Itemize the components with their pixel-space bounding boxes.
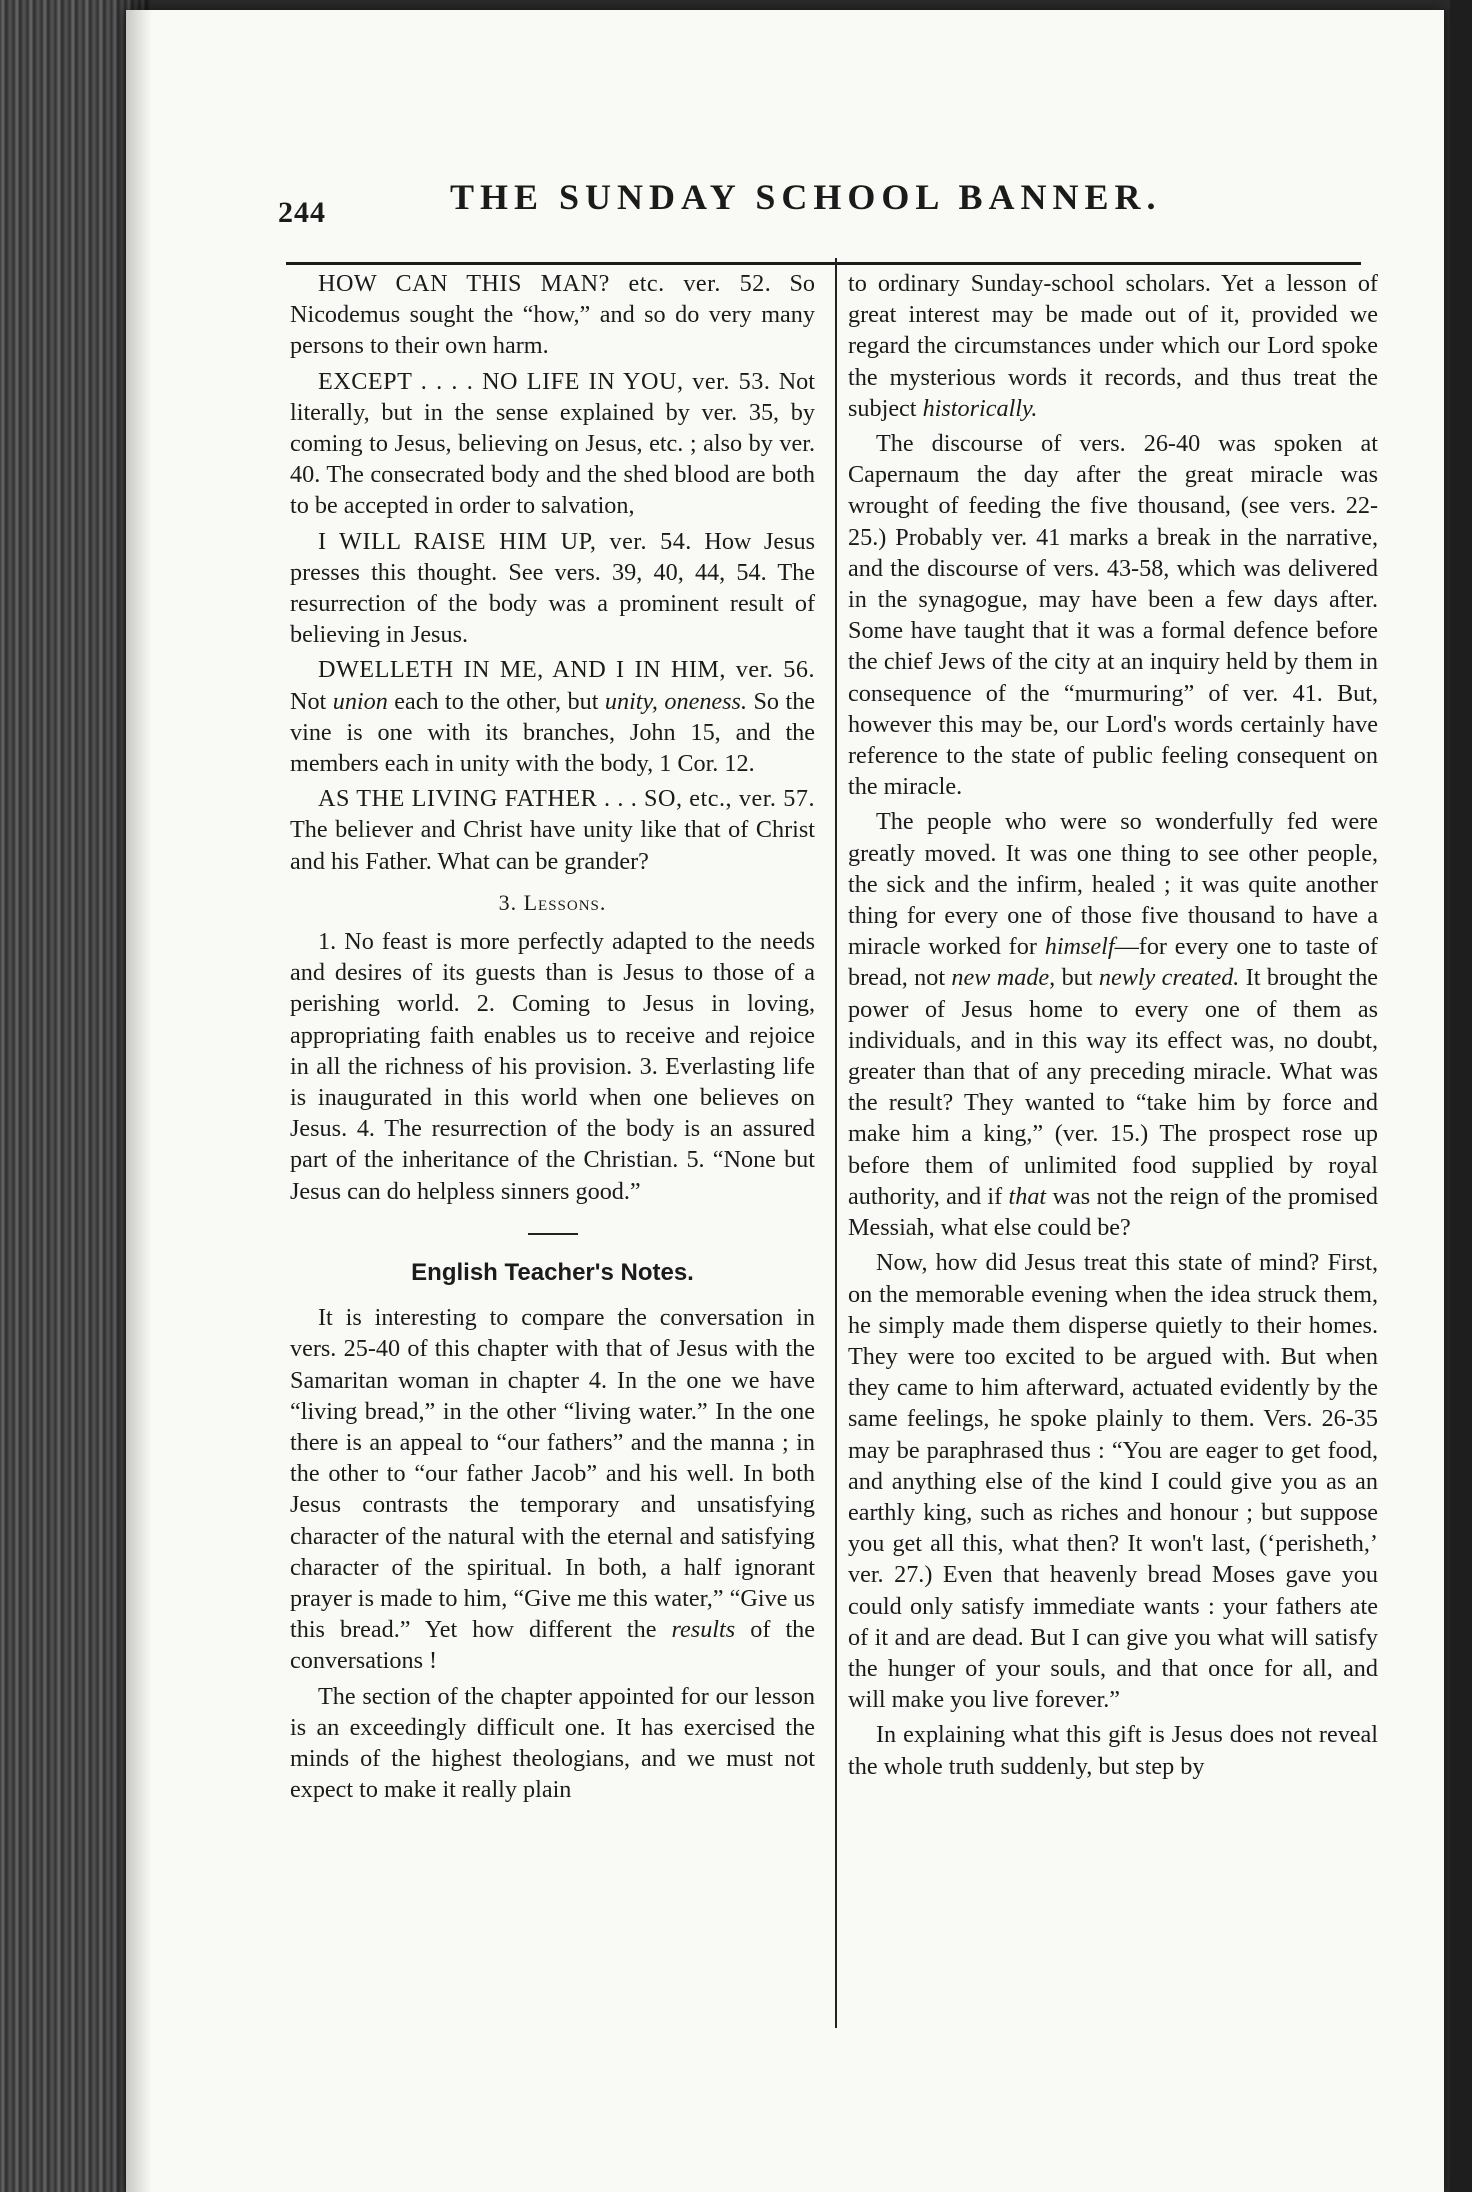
right-column xyxy=(848,268,1378,1786)
body-text: to ordinary Sunday-school scholars. Yet a lesson of great interest may be made out of it, provided we regard the circumstances under which our Lord spoke the mysterious words it records, and thus treat the subject xyxy=(848,270,1378,422)
body-emphasis: historically. xyxy=(922,394,1038,422)
body-paragraph: The discourse of vers. 26-40 was spoken at Capernaum the day after the great miracle was wrought of feeding the five thousand, (see vers. 22-25.) Probably ver. 41 marks a break in the narrative, and the discourse of vers. 43-58, which was delivered in the synagogue, may have been a few days after. Some have taught that it was a formal defence before the chief Jews of the city at an inquiry held by them in consequence of the “murmuring” of ver. 41. But, however this may be, our Lord's words certainly have reference to the state of public feeling consequent on the miracle. xyxy=(848,430,1378,801)
page-edge-shadow xyxy=(1450,0,1472,2192)
body-emphasis: himself xyxy=(1044,933,1115,961)
lessons-heading-word: Lessons. xyxy=(523,889,607,915)
body-paragraph xyxy=(848,268,1378,424)
note-text: So the vine is one with its branches, John 15, and the members each in unity with the body, 1 Cor. 12. xyxy=(290,687,816,778)
body-text: but xyxy=(1061,964,1093,992)
note-lead: AS THE LIVING FATHER . . . SO, etc., ver. 57. xyxy=(318,785,815,813)
note-emphasis: unity, oneness. xyxy=(604,687,748,715)
body-emphasis: new made, xyxy=(951,964,1056,992)
body-paragraph xyxy=(848,806,1378,1243)
body-paragraph: In explaining what this gift is Jesus does not reveal the whole truth suddenly, but step by xyxy=(848,1721,1378,1780)
note-paragraph xyxy=(290,268,815,362)
notes-text: of the conversations ! xyxy=(290,1616,816,1675)
note-text: So Nicodemus sought the “how,” and so do very many persons to their own harm. xyxy=(290,270,816,360)
notes-text: It is interesting to compare the conversation in vers. 25-40 of this chapter with that of Jesus with the Samaritan woman in chapter 4. In the one we have “living bread,” in the other “living water.” In the one there is an appeal to “our fathers” and the manna ; in the other to “our father Jacob” and his well. In both Jesus contrasts the temporary and unsatisfying character of the natural with the eternal and satisfying character of the spiritual. In both, a half ignorant prayer is made to him, “Give me this water,” “Give us this bread.” Yet how different the xyxy=(290,1304,815,1644)
note-lead: DWELLETH IN ME, AND I IN HIM, ver. 56. xyxy=(318,656,815,684)
note-emphasis: union xyxy=(332,687,388,715)
body-emphasis: newly created. xyxy=(1098,964,1240,992)
body-text: It brought the power of Jesus home to every one of them as individuals, and in this way its effect was, no doubt, greater than that of any preceding miracle. What was the result? They wanted to “take him by force and make him a king,” (ver. 15.) The prospect rose up before them of unlimited food supplied by royal authority, and if xyxy=(848,964,1379,1210)
running-title: THE SUNDAY SCHOOL BANNER. xyxy=(450,177,1162,217)
note-text: How Jesus presses this thought. See vers. 39, 40, 44, 54. The resurrection of the body was a prominent result of believing in Jesus. xyxy=(290,527,815,649)
notes-emphasis: results xyxy=(671,1616,736,1644)
column-divider xyxy=(835,258,837,2028)
lessons-heading-number: 3. xyxy=(498,889,518,915)
body-emphasis: that xyxy=(1008,1182,1047,1210)
note-text: The believer and Christ have unity like that of Christ and his Father. What can be grander? xyxy=(290,816,815,875)
lessons-heading xyxy=(290,887,815,918)
body-text: was not the reign of the promised Messiah, what else could be? xyxy=(848,1182,1379,1242)
page-number: 244 xyxy=(278,196,326,229)
note-text: each to the other, but xyxy=(394,687,599,715)
page-header xyxy=(150,166,1370,236)
lessons-paragraph: 1. No feast is more perfectly adapted to the needs and desires of its guests than is Jesus to those of a perishing world. 2. Coming to Jesus in loving, appropriating faith enables us to receive and rejoice in all the richness of his provision. 3. Everlasting life is inaugurated in this world when one believes on Jesus. 4. The resurrection of the body is an assured part of the inheritance of the Christian. 5. “None but Jesus can do helpless sinners good.” xyxy=(290,928,815,1205)
left-column xyxy=(290,268,815,1809)
header-rule xyxy=(286,262,1361,265)
note-text: Not xyxy=(290,687,327,715)
body-text: —for every one to taste of bread, not xyxy=(848,933,1378,992)
body-paragraph: Now, how did Jesus treat this state of mind? First, on the memorable evening when the idea struck them, he simply made them disperse quietly to their homes. They were too excited to be argued with. But when they came to him afterward, actuated evidently by the same feelings, he spoke plainly to them. Vers. 26-35 may be paraphrased thus : “You are eager to get food, and anything else of the kind I could give you as an earthly king, such as riches and honour ; but suppose you get all this, what then? It won't last, (‘perisheth,’ ver. 27.) Even that heavenly bread Moses gave you could only satisfy immediate wants : your fathers ate of it and are dead. But I can give you what will satisfy the hunger of your souls, and that once for all, and will make you live forever.” xyxy=(848,1249,1378,1714)
note-lead: EXCEPT . . . . NO LIFE IN YOU, ver. 53. xyxy=(318,367,771,395)
notes-paragraph: The section of the chapter appointed for our lesson is an exceedingly difficult one. It has exercised the minds of the highest theologians, and we must not expect to make it really plain xyxy=(290,1682,815,1804)
body-text: The people who were so wonderfully fed were greatly moved. It was one thing to see other people, the sick and the infirm, healed ; it was quite another thing for every one of those five thousand to have a miracle worked for xyxy=(848,808,1378,961)
section-divider xyxy=(528,1233,578,1235)
note-lead: I WILL RAISE HIM UP, ver. 54. xyxy=(318,527,692,555)
note-paragraph xyxy=(290,783,815,877)
note-lead: HOW CAN THIS MAN? etc. ver. 52. xyxy=(318,270,772,297)
note-text: Not literally, but in the sense explained by ver. 35, by coming to Jesus, believing on Jesus, etc. ; also by ver. 40. The consecrated body and the shed blood are both to be accepted in order to salvation, xyxy=(290,367,815,520)
note-paragraph xyxy=(290,366,815,522)
notes-heading: English Teacher's Notes. xyxy=(411,1258,694,1286)
note-paragraph xyxy=(290,654,815,779)
note-paragraph xyxy=(290,526,815,651)
notes-paragraph xyxy=(290,1302,815,1676)
